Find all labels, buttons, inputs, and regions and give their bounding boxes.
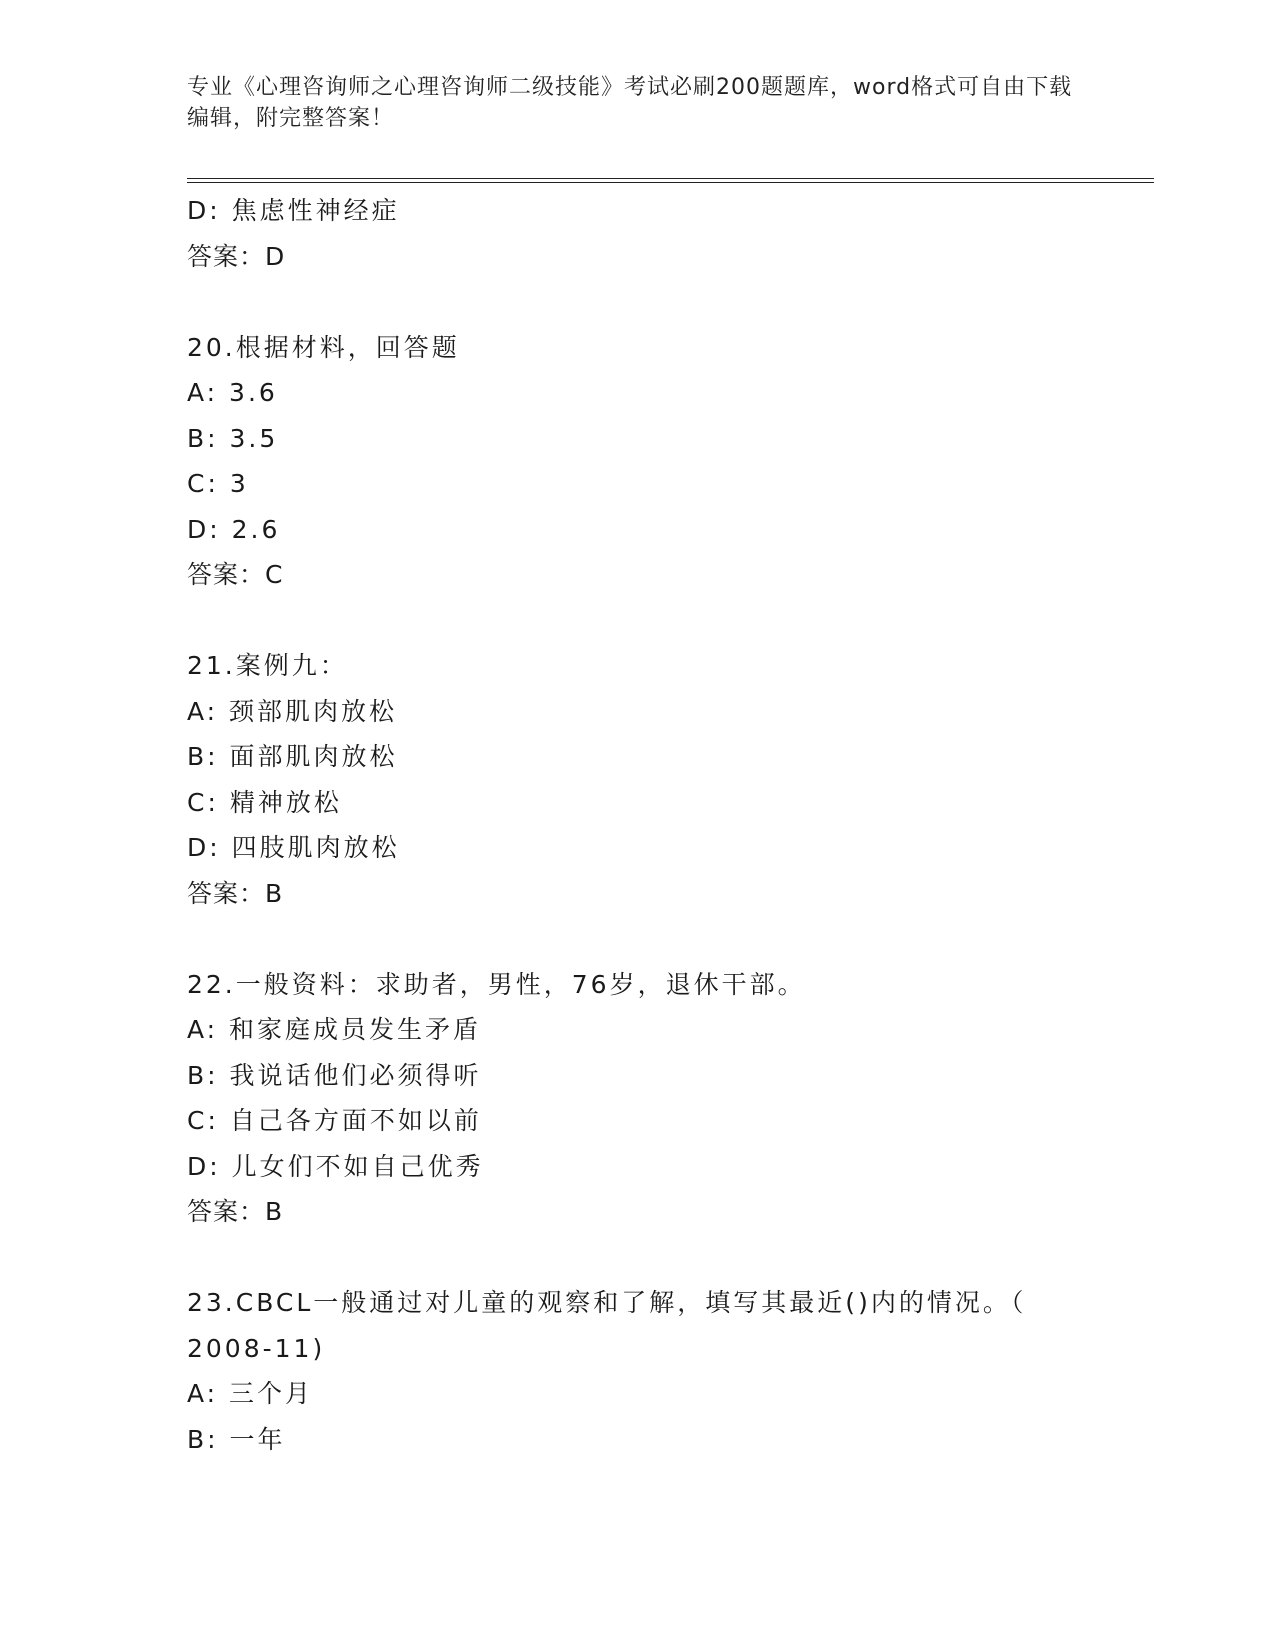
option-c: C: 精神放松 [187,787,342,817]
option-d: D: 四肢肌肉放松 [187,833,400,862]
header-divider [187,178,1154,183]
question-22: 22.一般资料：求助者，男性，76岁，退休干部。 [187,969,806,999]
answer-line: 答案：B [187,878,284,908]
spacer [187,1235,1087,1281]
option-a: A: 颈部肌肉放松 [187,696,398,726]
option-b: B: 我说话他们必须得听 [187,1060,482,1090]
option-d: D: 焦虑性神经症 [187,196,400,225]
answer-line: 答案：B [187,1197,284,1226]
option-c: C: 3 [187,469,249,498]
option-a: A: 3.6 [187,378,278,407]
option-d: D: 儿女们不如自己优秀 [187,1151,484,1181]
option-a: A: 三个月 [187,1379,314,1408]
option-a: A: 和家庭成员发生矛盾 [187,1015,482,1044]
spacer [187,598,1087,644]
option-b: B: 3.5 [187,423,279,453]
spacer [187,916,1087,962]
question-20: 20.根据材料，回答题 [187,332,460,362]
question-list [187,188,1087,1462]
option-b: B: 一年 [187,1424,286,1454]
answer-line: 答案：D [187,241,286,271]
answer-line: 答案：C [187,560,284,589]
option-d: D: 2.6 [187,514,281,544]
document-header: 专业《心理咨询师之心理咨询师二级技能》考试必刷200题题库，word格式可自由下载编辑，附完整答案！ [187,75,1073,131]
option-b: B: 面部肌肉放松 [187,742,398,771]
question-21: 21.案例九： [187,651,348,680]
option-c: C: 自己各方面不如以前 [187,1106,482,1135]
spacer [187,279,1087,325]
question-23-line-1: 23.CBCL一般通过对儿童的观察和了解，填写其最近()内的情况。（ [187,1288,1027,1317]
question-23-line-2: 2008-11) [187,1333,326,1363]
